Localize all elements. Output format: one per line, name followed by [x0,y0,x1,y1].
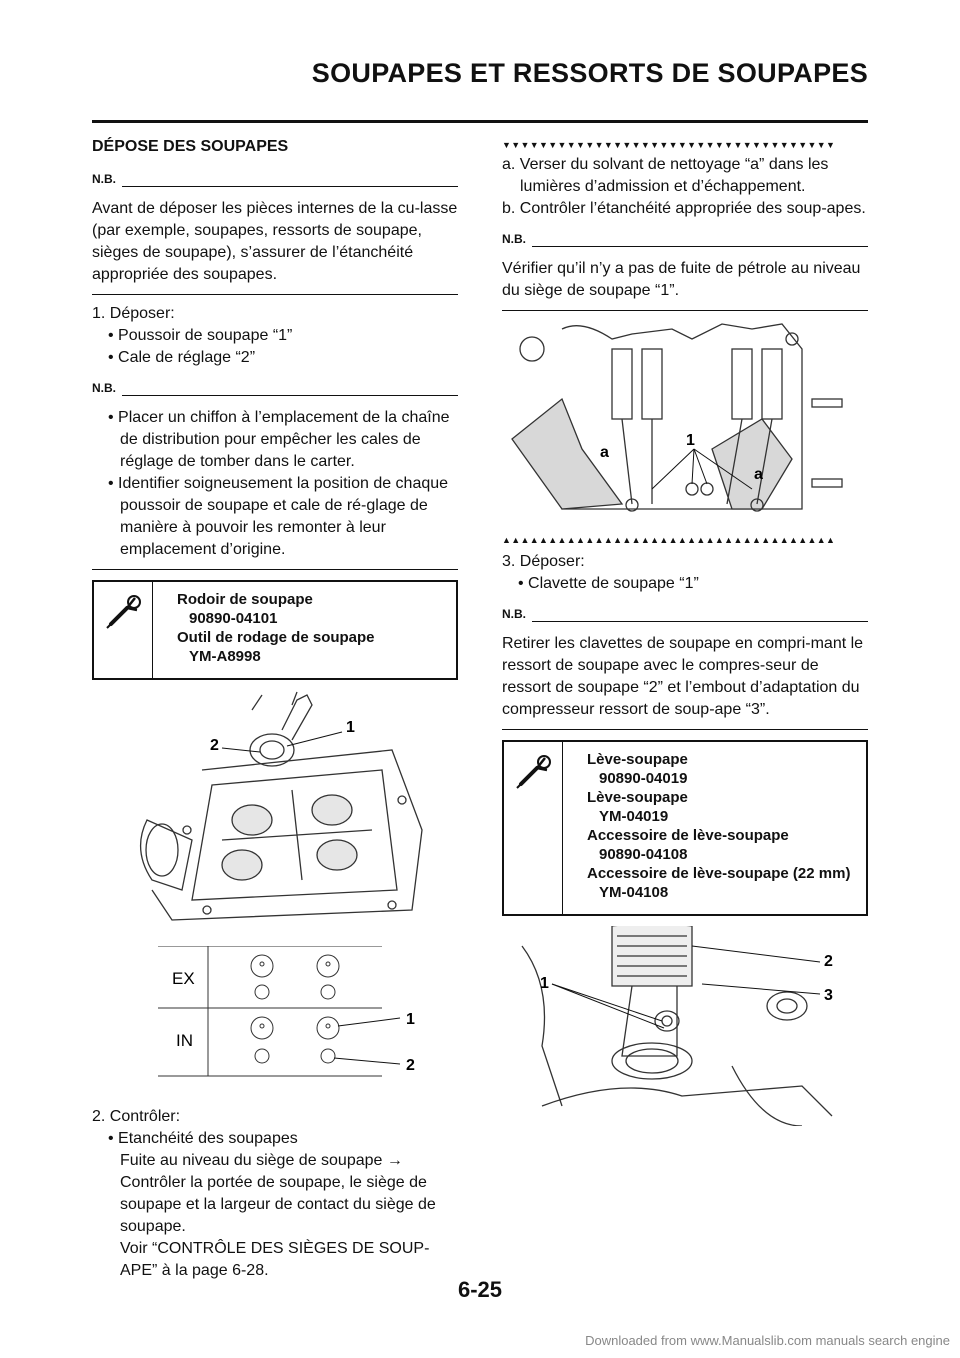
nb-label: N.B. [92,381,116,395]
step-item: • Poussoir de soupape “1” [108,327,293,344]
nb-text: Avant de déposer les pièces internes de la cu-lasse (par exemple, soupapes, ressorts de soupape, sièges de soupape), s’assurer de l’étanchéité appropriée des soupapes. [92,200,458,283]
step-item: • Cale de réglage “2” [108,349,256,366]
wrench-icon [504,742,563,914]
nb-text: Retirer les clavettes de soupape en compri-mant le ressort de soupape avec le compres-seur de ressort de soupape “2” et l’embout d’adaptation du compresseur ressort de soup-ape “3”. [502,635,864,718]
procedure-start-marker: ▼▼▼▼▼▼▼▼▼▼▼▼▼▼▼▼▼▼▼▼▼▼▼▼▼▼▼▼▼▼▼▼▼▼▼▼ [502,140,836,150]
nb-bullet: • Identifier soigneusement la position de chaque poussoir de soupape et cale de ré-glage de manière à pouvoir les remonter à leur emplacement d’origine. [108,475,449,558]
callout-label: a [600,444,609,461]
valve-leak-test-figure [502,319,868,529]
tool-code: 90890-04101 [189,610,278,627]
tool-code: YM-04108 [599,884,669,901]
callout-label: 2 [406,1057,415,1074]
step-text: Fuite au niveau du siège de soupape → [120,1152,403,1169]
exhaust-label: EX [172,969,195,988]
nb-end-rule [502,729,868,730]
callout-label: 3 [824,987,833,1004]
step-item: • Etanchéité des soupapes [108,1130,298,1147]
tool-name: Outil de rodage de soupape [177,629,375,646]
callout-label: 1 [540,975,549,992]
procedure-end-marker: ▲▲▲▲▲▲▲▲▲▲▲▲▲▲▲▲▲▲▲▲▲▲▲▲▲▲▲▲▲▲▲▲▲▲▲▲ [502,535,836,545]
step-text: Voir “CONTRÔLE DES SIÈGES DE SOUP-APE” à la page 6-28. [120,1240,430,1279]
special-tool-box [502,740,868,916]
callout-label: 2 [210,737,219,754]
procedure-item: a. Verser du solvant de nettoyage “a” dans les lumières d’admission et d’échappement. [502,156,829,195]
valve-spring-compressor-figure [502,926,868,1126]
nb-label: N.B. [502,232,526,246]
callout-label: a [754,466,763,483]
page-number: 6-25 [457,1277,503,1302]
tool-code: 90890-04019 [599,770,688,787]
tool-name: Rodoir de soupape [177,591,313,608]
intake-label: IN [176,1031,193,1050]
section-title: DÉPOSE DES SOUPAPES [92,138,289,155]
step-title: 3. Déposer: [502,553,585,570]
cylinder-head-figure [92,690,458,938]
callout-label: 2 [824,953,833,970]
callout-label: 1 [346,719,355,736]
tool-name: Lève-soupape [587,751,688,768]
nb-bullet: • Placer un chiffon à l’emplacement de la chaîne de distribution pour empêcher les cales de réglage de tomber dans le carter. [108,409,450,470]
nb-heading [92,377,458,399]
callout-label: 1 [406,1011,415,1028]
tool-code: 90890-04108 [599,846,688,863]
nb-text: Vérifier qu’il n’y a pas de fuite de pétrole au niveau du siège de soupape “1”. [502,260,861,299]
valve-position-diagram [92,946,458,1096]
nb-label: N.B. [502,607,526,621]
step-title: 2. Contrôler: [92,1108,181,1125]
tool-name: Lève-soupape [587,789,688,806]
tool-name: Accessoire de lève-soupape [587,827,789,844]
right-column [502,140,868,1126]
step-title: 1. Déposer: [92,305,175,322]
nb-end-rule [92,569,458,570]
left-column [92,136,458,1282]
tool-code: YM-04019 [599,808,669,825]
callout-label: 1 [686,432,695,449]
nb-heading [502,603,868,625]
footer-watermark: Downloaded from www.Manualslib.com manuals search engine [585,1333,950,1348]
nb-end-rule [502,310,868,311]
nb-end-rule [92,294,458,295]
step-item: • Clavette de soupape “1” [518,575,699,592]
special-tool-box [92,580,458,680]
page-title: SOUPAPES ET RESSORTS DE SOUPAPES [311,58,868,88]
step-text: Contrôler la portée de soupape, le siège de soupape et la largeur de contact du siège de soupape. [120,1174,436,1235]
nb-heading [502,228,868,250]
wrench-icon [94,582,153,678]
nb-heading [92,168,458,190]
nb-label: N.B. [92,172,116,186]
header-rule [92,120,868,123]
procedure-item: b. Contrôler l’étanchéité appropriée des soup-apes. [502,200,866,217]
tool-code: YM-A8998 [189,648,261,665]
tool-name: Accessoire de lève-soupape (22 mm) [587,865,851,882]
